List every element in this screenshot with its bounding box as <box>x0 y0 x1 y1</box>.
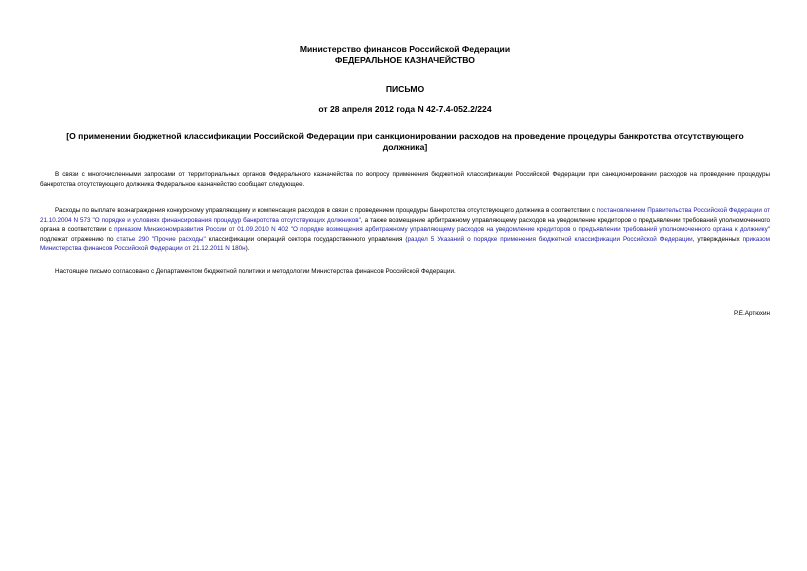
paragraph-agreement: Настоящее письмо согласовано с Департаментом бюджетной политики и методологии Министерства финансов Российской Федерации. <box>55 267 456 275</box>
link-article-290[interactable]: статье 290 "Прочие расходы" <box>116 235 206 243</box>
link-government-decree-573[interactable]: постановлением Правительства Российской Федерации от 21.10.2004 N 573 "О порядке и условиях финансирования процедур банкротства отсутствующих должников" <box>40 207 770 224</box>
link-order-minecon-402[interactable]: приказом Минэкономразвития России от 01.09.2010 N 402 "О порядке возмещения арбитражному управляющему расходов на уведомление кредиторов о предъявлении требований уполномоченного органа к должнику" <box>114 226 770 233</box>
paragraph-main-text-4: классификации операций сектора государственного управления ( <box>205 235 408 243</box>
agency-name: ФЕДЕРАЛЬНОЕ КАЗНАЧЕЙСТВО <box>335 55 475 65</box>
paragraph-main-text-5: , утвержденных <box>692 235 743 243</box>
document-page <box>40 44 770 318</box>
paragraph-main-text-1: Расходы по выплате вознаграждения конкурсному управляющему и компенсация расходов в связи с проведением процедуры банкротства отсутствующего должника в соответствии с <box>55 207 597 214</box>
paragraph-main-text-3: подлежат отражению по <box>40 235 117 243</box>
issuer-block <box>40 44 770 66</box>
document-subject: [О применении бюджетной классификации Российской Федерации при санкционировании расходов на проведение процедуры банкротства отсутствующего должника] <box>66 131 744 152</box>
paragraph-main <box>40 206 770 254</box>
document-type: ПИСЬМО <box>385 84 425 94</box>
link-minfin-order-180n[interactable]: приказом Министерства финансов Российской Федерации от 21.12.2011 N 180н <box>40 235 770 252</box>
link-section-5-instructions[interactable]: раздел 5 Указаний о порядке применения бюджетной классификации Российской Федерации <box>407 235 693 243</box>
ministry-name: Министерство финансов Российской Федерации <box>299 44 511 54</box>
paragraph-main-text-2: , а также возмещение арбитражному управляющему расходов на уведомление кредиторов о предъявлении требований уполномоченного органа в соответствии с <box>40 216 771 233</box>
paragraph-main-text-6: ). <box>245 245 250 252</box>
document-date-number: от 28 апреля 2012 года N 42-7.4-052.2/224 <box>318 104 492 114</box>
paragraph-intro: В связи с многочисленными запросами от территориальных органов Федерального казначейства по вопросу применения бюджетной классификации Российской Федерации при санкционировании расходов на проведение процедуры банкротства отсутствующего должника Федеральное казначейство сообщает следующее. <box>40 171 770 188</box>
signature: Р.Е.Артюхин <box>734 310 770 317</box>
